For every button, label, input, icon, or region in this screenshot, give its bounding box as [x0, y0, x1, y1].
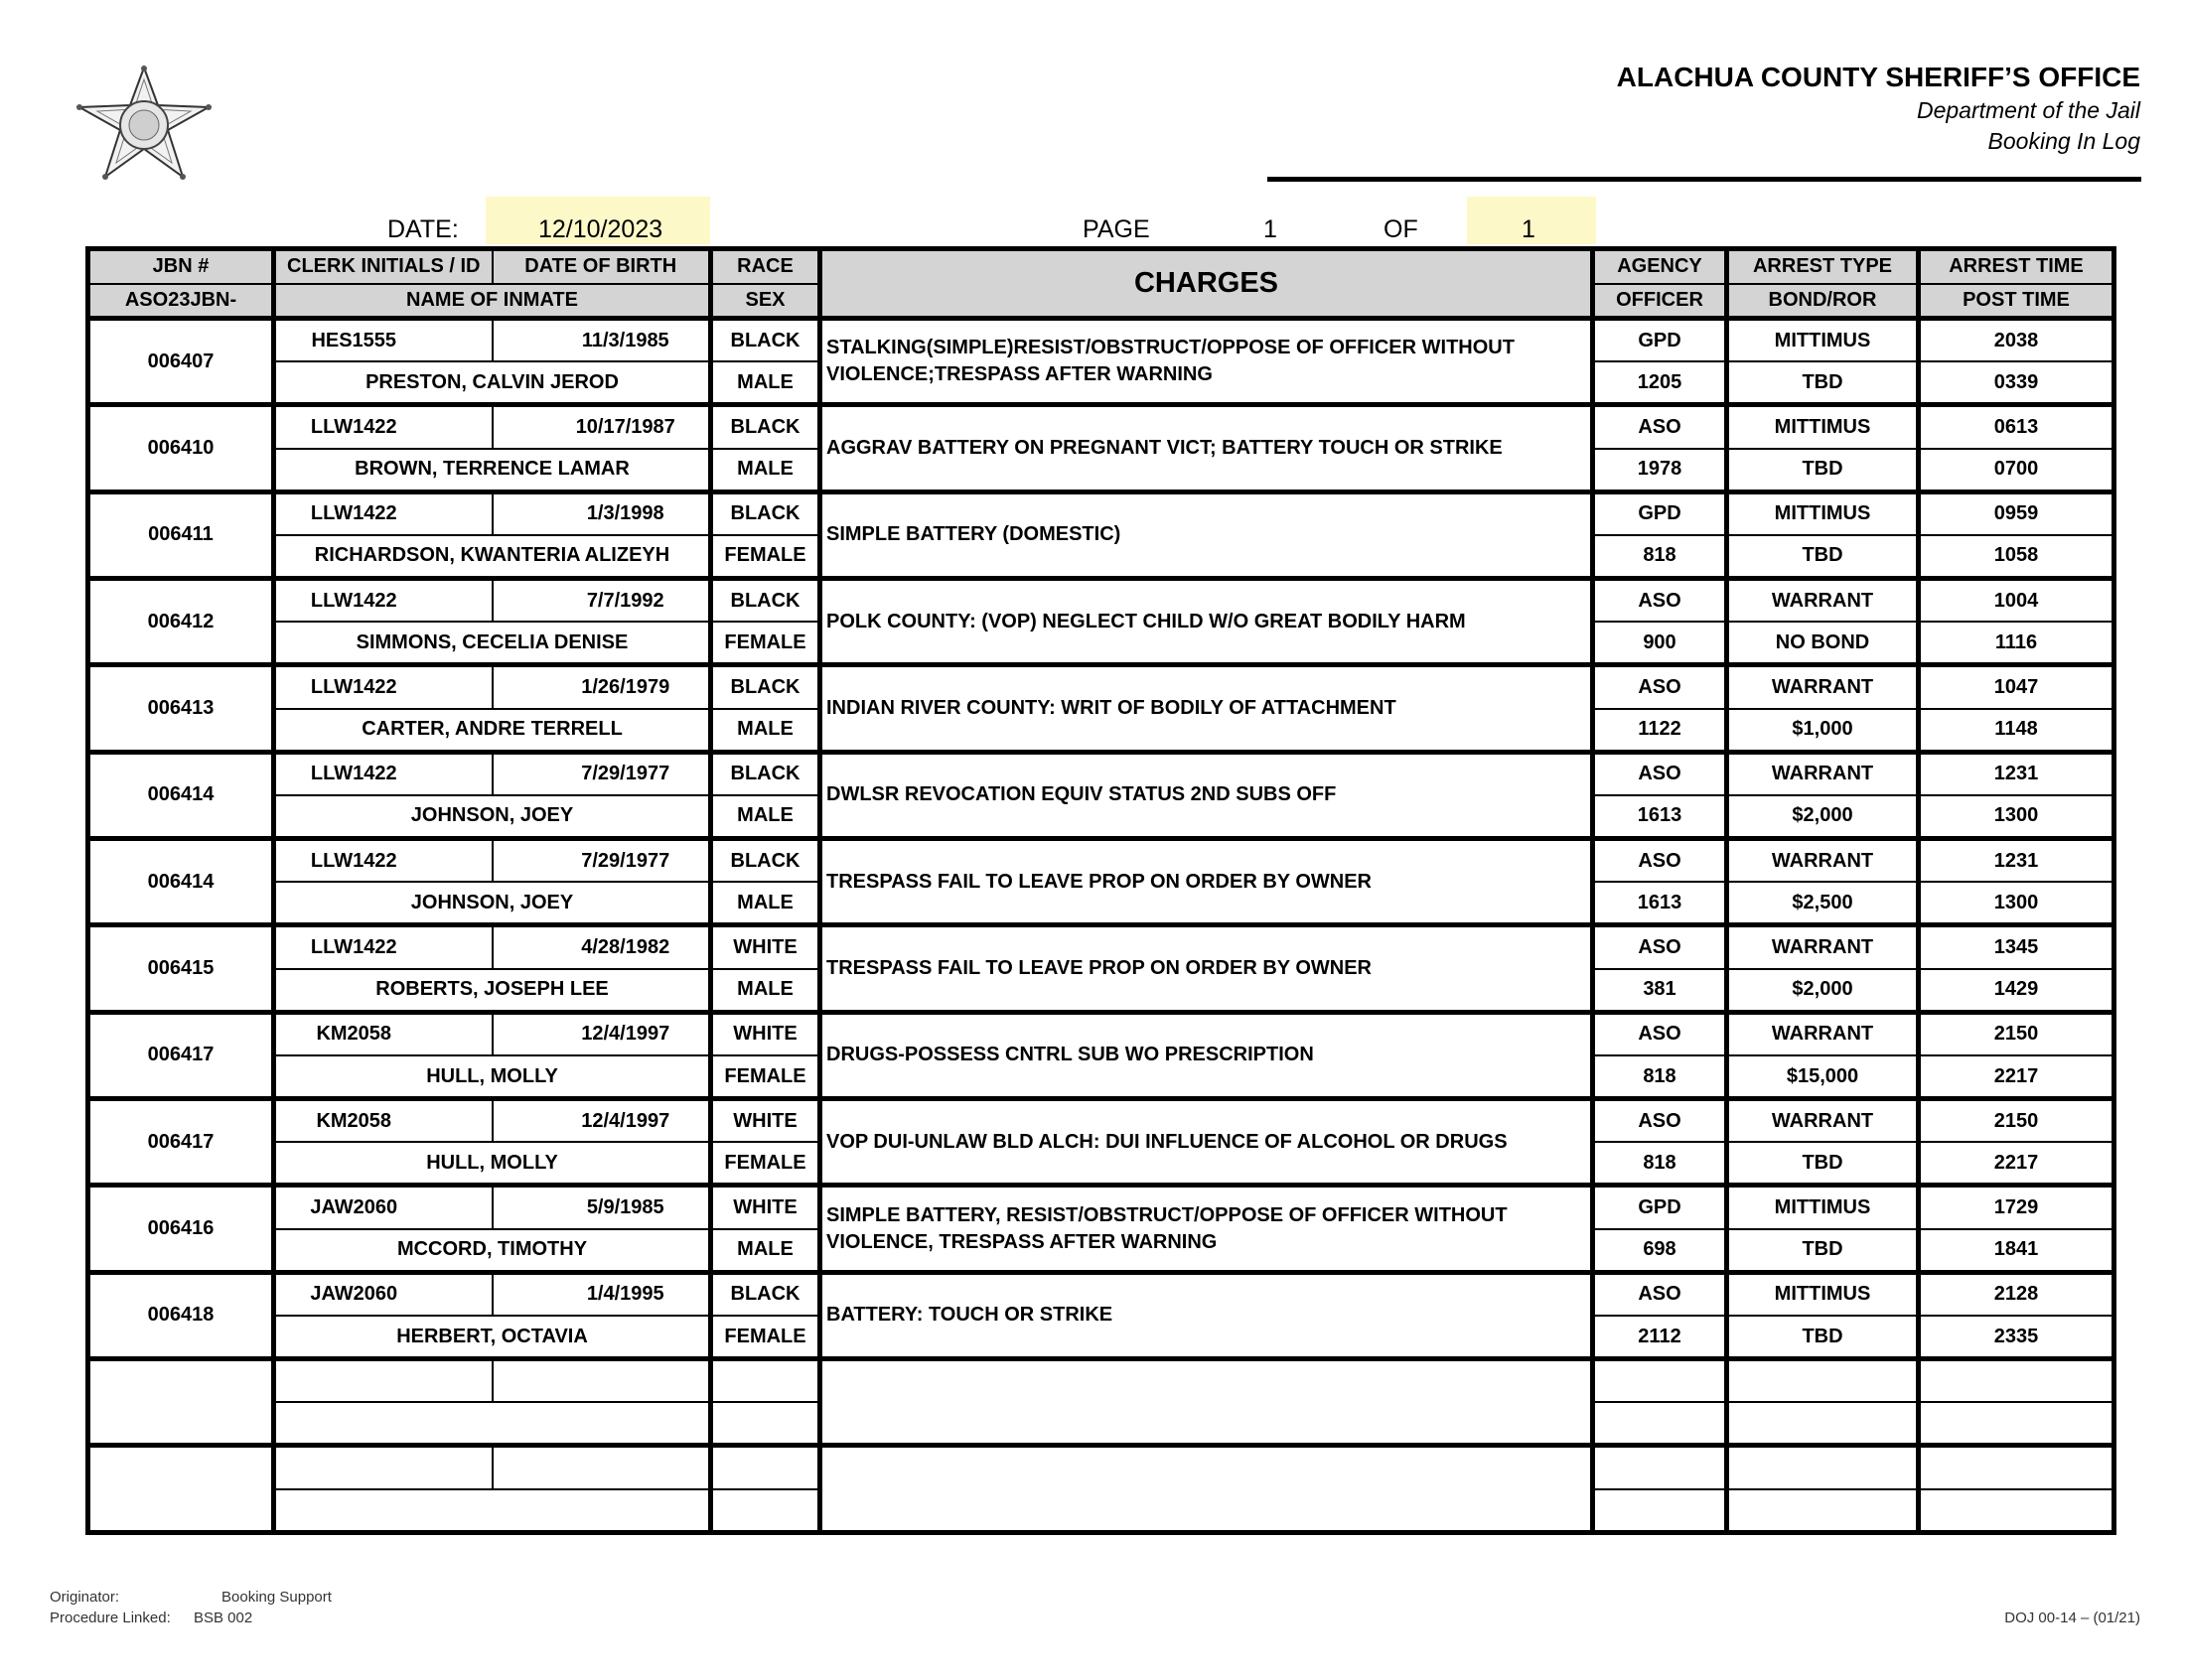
col-clerk-label: CLERK INITIALS / ID [274, 249, 493, 284]
arrest-time-cell: 2150 [1919, 1012, 2114, 1055]
inmate-name-cell: JOHNSON, JOEY [274, 882, 711, 925]
dob-cell: 4/28/1982 [493, 925, 711, 969]
booking-row [88, 752, 2114, 795]
bond-cell: TBD [1727, 1316, 1919, 1359]
arrest-time-cell: 1729 [1919, 1186, 2114, 1229]
sex-cell: FEMALE [711, 535, 820, 579]
inmate-name-cell: HULL, MOLLY [274, 1142, 711, 1186]
sex-cell [711, 1402, 820, 1446]
jbn-cell: 006411 [88, 491, 274, 578]
arrest-time-cell [1919, 1446, 2114, 1489]
dob-cell: 12/4/1997 [493, 1099, 711, 1143]
agency-cell: GPD [1593, 1186, 1727, 1229]
officer-cell: 818 [1593, 1142, 1727, 1186]
procedure-value: BSB 002 [194, 1610, 253, 1626]
post-time-cell [1919, 1489, 2114, 1533]
agency-cell: ASO [1593, 579, 1727, 623]
sex-cell: FEMALE [711, 1316, 820, 1359]
sheriff-star-badge-icon [73, 66, 215, 181]
department-subtitle: Department of the Jail [1916, 97, 2140, 123]
inmate-name-cell: CARTER, ANDRE TERRELL [274, 709, 711, 753]
bond-cell: TBD [1727, 1142, 1919, 1186]
arrest-time-cell: 1345 [1919, 925, 2114, 969]
agency-cell: ASO [1593, 1012, 1727, 1055]
dob-cell: 1/4/1995 [493, 1272, 711, 1316]
officer-cell [1593, 1402, 1727, 1446]
charges-cell: SIMPLE BATTERY, RESIST/OBSTRUCT/OPPOSE OF OFFICER WITHOUT VIOLENCE, TRESPASS AFTER WARNING [820, 1186, 1593, 1272]
dob-cell: 1/3/1998 [493, 491, 711, 535]
clerk-id-cell: LLW1422 [274, 925, 493, 969]
agency-cell: ASO [1593, 665, 1727, 709]
arrest-type-cell: WARRANT [1727, 1012, 1919, 1055]
dob-cell [493, 1446, 711, 1489]
inmate-name-cell: JOHNSON, JOEY [274, 795, 711, 839]
agency-cell [1593, 1446, 1727, 1489]
col-post-time-label: POST TIME [1919, 284, 2114, 319]
jbn-cell [88, 1359, 274, 1446]
post-time-cell: 1300 [1919, 795, 2114, 839]
booking-row [88, 1446, 2114, 1489]
arrest-time-cell: 0613 [1919, 405, 2114, 449]
form-id: DOJ 00-14 – (01/21) [2004, 1610, 2140, 1626]
dob-cell: 1/26/1979 [493, 665, 711, 709]
charges-cell: BATTERY: TOUCH OR STRIKE [820, 1272, 1593, 1358]
officer-cell: 818 [1593, 1055, 1727, 1099]
procedure-label: Procedure Linked: [50, 1610, 171, 1626]
jbn-cell: 006417 [88, 1012, 274, 1098]
race-cell: BLACK [711, 1272, 820, 1316]
originator-label: Originator: [50, 1589, 120, 1606]
post-time-cell: 2335 [1919, 1316, 2114, 1359]
charges-cell [820, 1359, 1593, 1446]
originator-value: Booking Support [221, 1589, 332, 1606]
jbn-cell: 006414 [88, 752, 274, 838]
booking-row [88, 1186, 2114, 1229]
bond-cell [1727, 1402, 1919, 1446]
inmate-name-cell: RICHARDSON, KWANTERIA ALIZEYH [274, 535, 711, 579]
header-divider [1267, 177, 2141, 182]
bond-cell: TBD [1727, 535, 1919, 579]
arrest-time-cell: 0959 [1919, 491, 2114, 535]
dob-cell: 7/29/1977 [493, 752, 711, 795]
post-time-cell [1919, 1402, 2114, 1446]
arrest-type-cell: MITTIMUS [1727, 491, 1919, 535]
arrest-time-cell: 1231 [1919, 752, 2114, 795]
charges-cell: STALKING(SIMPLE)RESIST/OBSTRUCT/OPPOSE OF OFFICER WITHOUT VIOLENCE;TRESPASS AFTER WARNING [820, 319, 1593, 405]
arrest-time-cell: 1004 [1919, 579, 2114, 623]
booking-row [88, 839, 2114, 883]
sex-cell: MALE [711, 795, 820, 839]
race-cell: BLACK [711, 319, 820, 362]
dob-cell: 12/4/1997 [493, 1012, 711, 1055]
arrest-type-cell: WARRANT [1727, 579, 1919, 623]
inmate-name-cell [274, 1489, 711, 1533]
inmate-name-cell: PRESTON, CALVIN JEROD [274, 361, 711, 405]
sex-cell: MALE [711, 882, 820, 925]
col-name-label: NAME OF INMATE [274, 284, 711, 319]
agency-cell: ASO [1593, 1272, 1727, 1316]
arrest-time-cell [1919, 1359, 2114, 1403]
clerk-id-cell: LLW1422 [274, 405, 493, 449]
col-jbn-label: JBN # [88, 249, 274, 284]
jbn-cell: 006413 [88, 665, 274, 752]
charges-cell: SIMPLE BATTERY (DOMESTIC) [820, 491, 1593, 578]
arrest-type-cell: MITTIMUS [1727, 405, 1919, 449]
race-cell: WHITE [711, 925, 820, 969]
office-title: ALACHUA COUNTY SHERIFF’S OFFICE [1616, 62, 2140, 92]
officer-cell [1593, 1489, 1727, 1533]
post-time-cell: 0700 [1919, 449, 2114, 492]
charges-cell: AGGRAV BATTERY ON PREGNANT VICT; BATTERY TOUCH OR STRIKE [820, 405, 1593, 491]
inmate-name-cell: SIMMONS, CECELIA DENISE [274, 622, 711, 665]
bond-cell: TBD [1727, 1229, 1919, 1273]
col-charges-label: CHARGES [820, 249, 1593, 319]
col-officer-label: OFFICER [1593, 284, 1727, 319]
sex-cell [711, 1489, 820, 1533]
booking-log-table [85, 246, 2116, 1535]
race-cell: WHITE [711, 1186, 820, 1229]
col-agency-label: AGENCY [1593, 249, 1727, 284]
arrest-time-cell: 2038 [1919, 319, 2114, 362]
bond-cell: TBD [1727, 361, 1919, 405]
arrest-type-cell: WARRANT [1727, 839, 1919, 883]
clerk-id-cell: KM2058 [274, 1012, 493, 1055]
booking-row [88, 319, 2114, 362]
clerk-id-cell: LLW1422 [274, 839, 493, 883]
arrest-type-cell: WARRANT [1727, 925, 1919, 969]
jbn-cell: 006415 [88, 925, 274, 1012]
sex-cell: FEMALE [711, 1055, 820, 1099]
post-time-cell: 1148 [1919, 709, 2114, 753]
page-label: PAGE [1083, 215, 1150, 243]
charges-cell: DRUGS-POSSESS CNTRL SUB WO PRESCRIPTION [820, 1012, 1593, 1098]
race-cell: BLACK [711, 752, 820, 795]
arrest-type-cell: WARRANT [1727, 752, 1919, 795]
booking-row [88, 405, 2114, 449]
sex-cell: MALE [711, 361, 820, 405]
race-cell [711, 1359, 820, 1403]
clerk-id-cell: KM2058 [274, 1099, 493, 1143]
dob-cell: 11/3/1985 [493, 319, 711, 362]
clerk-id-cell: LLW1422 [274, 491, 493, 535]
bond-cell: $2,000 [1727, 969, 1919, 1013]
officer-cell: 818 [1593, 535, 1727, 579]
sex-cell: MALE [711, 1229, 820, 1273]
bond-cell: $2,500 [1727, 882, 1919, 925]
jbn-cell: 006418 [88, 1272, 274, 1358]
inmate-name-cell: BROWN, TERRENCE LAMAR [274, 449, 711, 492]
officer-cell: 1122 [1593, 709, 1727, 753]
jbn-cell: 006417 [88, 1099, 274, 1186]
col-arrest-type-label: ARREST TYPE [1727, 249, 1919, 284]
officer-cell: 1978 [1593, 449, 1727, 492]
race-cell: BLACK [711, 579, 820, 623]
booking-row [88, 1359, 2114, 1403]
post-time-cell: 0339 [1919, 361, 2114, 405]
date-label: DATE: [387, 215, 459, 243]
inmate-name-cell: ROBERTS, JOSEPH LEE [274, 969, 711, 1013]
officer-cell: 1613 [1593, 795, 1727, 839]
jbn-cell: 006412 [88, 579, 274, 665]
clerk-id-cell: JAW2060 [274, 1272, 493, 1316]
jbn-cell: 006410 [88, 405, 274, 491]
post-time-cell: 1300 [1919, 882, 2114, 925]
arrest-time-cell: 2128 [1919, 1272, 2114, 1316]
of-label: OF [1384, 215, 1418, 243]
bond-cell [1727, 1489, 1919, 1533]
dob-cell: 5/9/1985 [493, 1186, 711, 1229]
arrest-type-cell: MITTIMUS [1727, 1272, 1919, 1316]
booking-row [88, 1099, 2114, 1143]
race-cell [711, 1446, 820, 1489]
booking-row [88, 1012, 2114, 1055]
officer-cell: 1613 [1593, 882, 1727, 925]
arrest-type-cell [1727, 1446, 1919, 1489]
col-bond-label: BOND/ROR [1727, 284, 1919, 319]
bond-cell: $1,000 [1727, 709, 1919, 753]
bond-cell: NO BOND [1727, 622, 1919, 665]
race-cell: BLACK [711, 405, 820, 449]
dob-cell: 10/17/1987 [493, 405, 711, 449]
table-header [88, 249, 2114, 319]
post-time-cell: 2217 [1919, 1055, 2114, 1099]
agency-cell: ASO [1593, 405, 1727, 449]
post-time-cell: 1116 [1919, 622, 2114, 665]
jbn-cell [88, 1446, 274, 1533]
col-arrest-time-label: ARREST TIME [1919, 249, 2114, 284]
booking-row [88, 925, 2114, 969]
sex-cell: MALE [711, 449, 820, 492]
booking-row [88, 491, 2114, 535]
clerk-id-cell: LLW1422 [274, 752, 493, 795]
booking-row [88, 579, 2114, 623]
officer-cell: 900 [1593, 622, 1727, 665]
log-name: Booking In Log [1987, 128, 2140, 154]
sex-cell: MALE [711, 709, 820, 753]
post-time-cell: 1429 [1919, 969, 2114, 1013]
inmate-name-cell: MCCORD, TIMOTHY [274, 1229, 711, 1273]
race-cell: BLACK [711, 665, 820, 709]
race-cell: BLACK [711, 491, 820, 535]
sex-cell: FEMALE [711, 622, 820, 665]
agency-cell: GPD [1593, 491, 1727, 535]
dob-cell: 7/29/1977 [493, 839, 711, 883]
charges-cell [820, 1446, 1593, 1533]
post-time-cell: 2217 [1919, 1142, 2114, 1186]
arrest-time-cell: 1231 [1919, 839, 2114, 883]
charges-cell: INDIAN RIVER COUNTY: WRIT OF BODILY OF ATTACHMENT [820, 665, 1593, 752]
clerk-id-cell: JAW2060 [274, 1186, 493, 1229]
arrest-type-cell [1727, 1359, 1919, 1403]
col-sex-label: SEX [711, 284, 820, 319]
clerk-id-cell: LLW1422 [274, 665, 493, 709]
clerk-id-cell: HES1555 [274, 319, 493, 362]
charges-cell: VOP DUI-UNLAW BLD ALCH: DUI INFLUENCE OF ALCOHOL OR DRUGS [820, 1099, 1593, 1186]
post-time-cell: 1058 [1919, 535, 2114, 579]
table-body [88, 319, 2114, 1533]
jbn-cell: 006407 [88, 319, 274, 405]
officer-cell: 381 [1593, 969, 1727, 1013]
clerk-id-cell: LLW1422 [274, 579, 493, 623]
agency-cell: ASO [1593, 839, 1727, 883]
charges-cell: TRESPASS FAIL TO LEAVE PROP ON ORDER BY OWNER [820, 925, 1593, 1012]
sex-cell: FEMALE [711, 1142, 820, 1186]
booking-row [88, 665, 2114, 709]
charges-cell: TRESPASS FAIL TO LEAVE PROP ON ORDER BY OWNER [820, 839, 1593, 925]
col-dob-label: DATE OF BIRTH [493, 249, 711, 284]
col-jbn-prefix-label: ASO23JBN- [88, 284, 274, 319]
arrest-type-cell: WARRANT [1727, 665, 1919, 709]
clerk-id-cell [274, 1359, 493, 1403]
agency-cell: ASO [1593, 1099, 1727, 1143]
charges-cell: DWLSR REVOCATION EQUIV STATUS 2ND SUBS OFF [820, 752, 1593, 838]
bond-cell: $2,000 [1727, 795, 1919, 839]
bond-cell: $15,000 [1727, 1055, 1919, 1099]
agency-cell [1593, 1359, 1727, 1403]
jbn-cell: 006416 [88, 1186, 274, 1272]
post-time-cell: 1841 [1919, 1229, 2114, 1273]
race-cell: WHITE [711, 1012, 820, 1055]
page-total: 1 [1522, 215, 1535, 243]
agency-cell: GPD [1593, 319, 1727, 362]
arrest-type-cell: MITTIMUS [1727, 319, 1919, 362]
dob-cell: 7/7/1992 [493, 579, 711, 623]
col-race-label: RACE [711, 249, 820, 284]
arrest-time-cell: 1047 [1919, 665, 2114, 709]
race-cell: BLACK [711, 839, 820, 883]
charges-cell: POLK COUNTY: (VOP) NEGLECT CHILD W/O GREAT BODILY HARM [820, 579, 1593, 665]
clerk-id-cell [274, 1446, 493, 1489]
agency-cell: ASO [1593, 752, 1727, 795]
inmate-name-cell: HERBERT, OCTAVIA [274, 1316, 711, 1359]
page-number: 1 [1263, 215, 1277, 243]
agency-cell: ASO [1593, 925, 1727, 969]
officer-cell: 698 [1593, 1229, 1727, 1273]
arrest-type-cell: WARRANT [1727, 1099, 1919, 1143]
officer-cell: 1205 [1593, 361, 1727, 405]
inmate-name-cell [274, 1402, 711, 1446]
dob-cell [493, 1359, 711, 1403]
bond-cell: TBD [1727, 449, 1919, 492]
officer-cell: 2112 [1593, 1316, 1727, 1359]
jbn-cell: 006414 [88, 839, 274, 925]
booking-row [88, 1272, 2114, 1316]
arrest-type-cell: MITTIMUS [1727, 1186, 1919, 1229]
sex-cell: MALE [711, 969, 820, 1013]
arrest-time-cell: 2150 [1919, 1099, 2114, 1143]
date-value: 12/10/2023 [538, 215, 663, 243]
inmate-name-cell: HULL, MOLLY [274, 1055, 711, 1099]
race-cell: WHITE [711, 1099, 820, 1143]
